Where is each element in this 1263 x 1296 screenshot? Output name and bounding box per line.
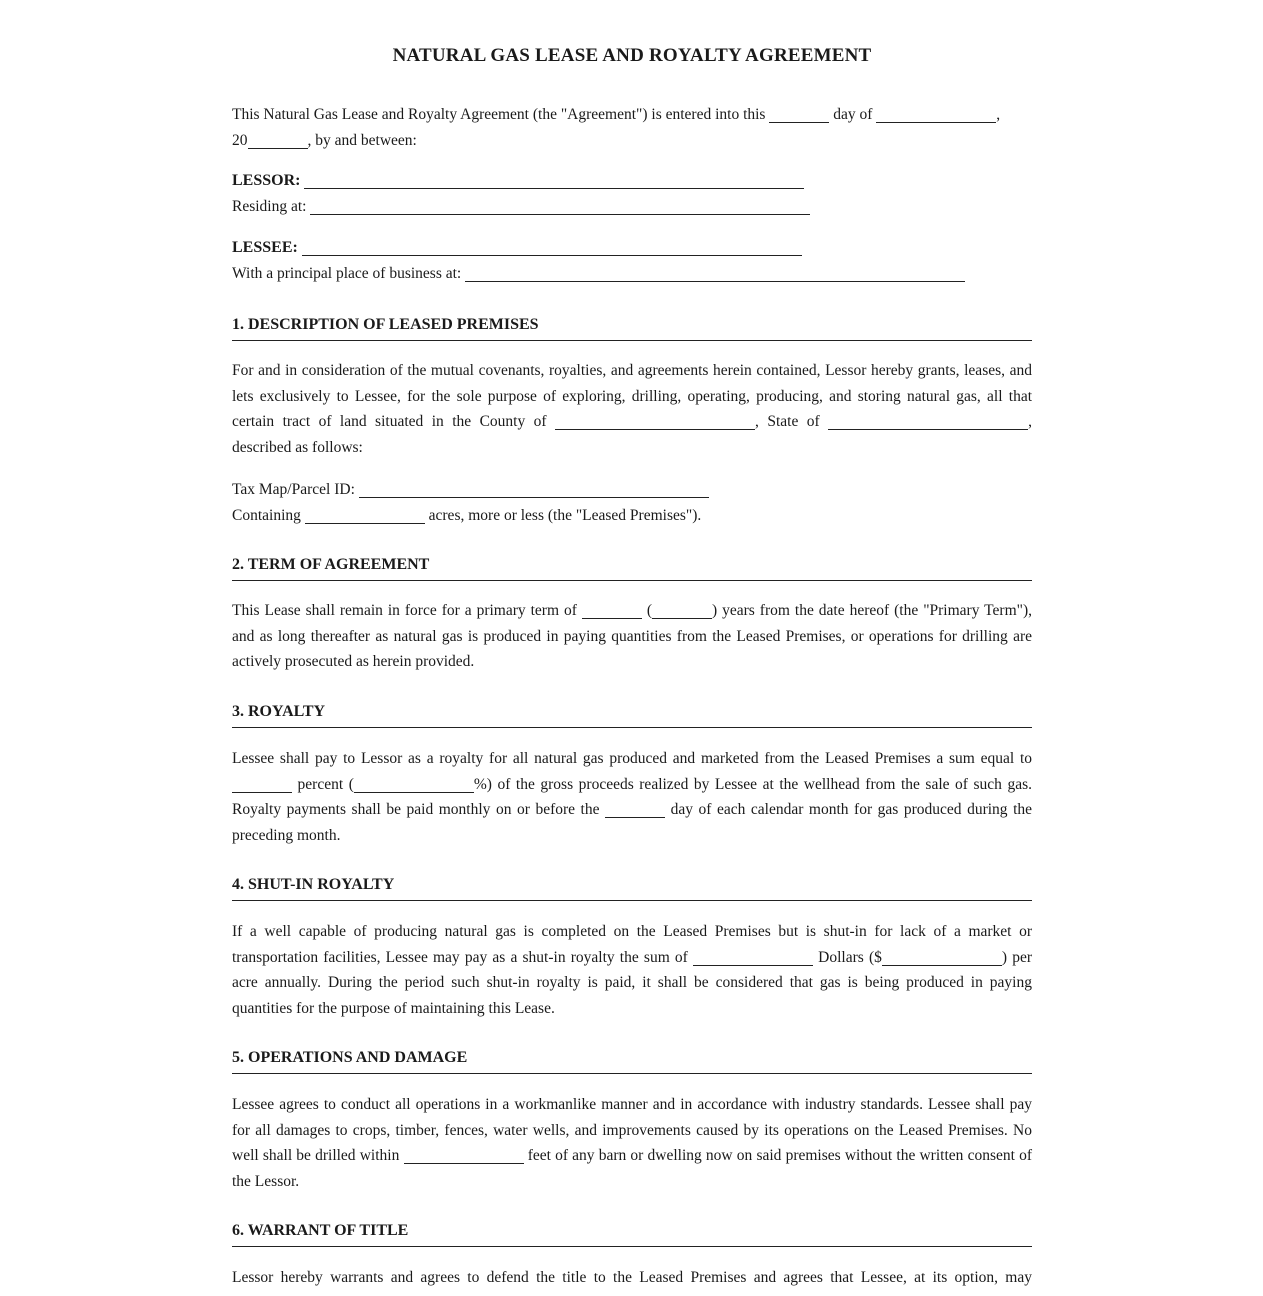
section-1-body [232, 358, 1032, 460]
section-1-text-2: , State of [755, 413, 820, 430]
intro-text-1: This Natural Gas Lease and Royalty Agreement (the "Agreement") is entered into this [232, 106, 766, 123]
section-1-text-3: , [1028, 413, 1033, 430]
lessor-block [232, 168, 1032, 220]
document-title: NATURAL GAS LEASE AND ROYALTY AGREEMENT [392, 45, 872, 66]
section-3-text-4: day of each calendar month for gas produced during the preceding month. [232, 801, 1033, 844]
section-3-text-2: percent ( [297, 775, 354, 793]
lessor-address-blank[interactable] [310, 198, 810, 215]
intro-text-5: , by and between: [307, 131, 417, 149]
lessee-business-label: With a principal place of business at: [232, 265, 462, 282]
section-4-body [232, 919, 1032, 1021]
section-6-body [232, 1265, 1032, 1291]
royalty-percent-blank[interactable] [354, 776, 474, 793]
lessor-residing-line [232, 194, 1032, 220]
section-6 [232, 1222, 1032, 1247]
section-3-paragraph [232, 746, 1032, 848]
section-4-paragraph [232, 919, 1032, 1021]
parcel-line [232, 477, 1032, 503]
section-5-heading: 5. OPERATIONS AND DAMAGE [232, 1049, 1032, 1074]
containing-label: Containing [232, 507, 301, 524]
section-5 [232, 1049, 1032, 1074]
year-blank[interactable] [248, 132, 308, 149]
section-2-text-1: This Lease shall remain in force for a primary term of [232, 602, 577, 619]
lessee-label: LESSEE: [232, 239, 298, 256]
section-1-paragraph [232, 358, 1032, 460]
parcel-label: Tax Map/Parcel ID: [232, 481, 355, 498]
month-blank[interactable] [876, 106, 996, 123]
section-4-heading: 4. SHUT-IN ROYALTY [232, 876, 1032, 901]
section-4-text-2: Dollars ($ [818, 948, 882, 966]
section-3-body [232, 746, 1032, 848]
lessor-name-blank[interactable] [304, 172, 804, 189]
section-5-paragraph [232, 1092, 1032, 1194]
section-6-text-1: Lessor hereby warrants and agrees to defend the title to the Leased Premises and agrees that Lessee, at its option, may [232, 1269, 1032, 1286]
section-3-heading: 3. ROYALTY [232, 703, 1032, 728]
containing-line [232, 503, 1032, 529]
royalty-words-blank[interactable] [232, 776, 292, 793]
section-2-text-2: ( [646, 602, 652, 619]
section-3 [232, 703, 1032, 728]
section-4 [232, 876, 1032, 901]
payment-day-blank[interactable] [605, 801, 665, 818]
parcel-id-blank[interactable] [359, 481, 709, 498]
section-1-text-4: described as follows: [232, 438, 363, 456]
section-2-body [232, 598, 1032, 675]
term-number-blank[interactable] [652, 602, 712, 619]
section-4-text-3: ) per acre annually. During the period such shut-in royalty is paid, it shall be considered that gas is being produced in paying quantities for the purpose of maintaining this Lease. [232, 948, 1033, 1017]
lessor-residing-label: Residing at: [232, 198, 307, 215]
section-6-paragraph [232, 1265, 1032, 1291]
lessee-business-line [232, 261, 1032, 287]
section-6-heading: 6. WARRANT OF TITLE [232, 1222, 1032, 1247]
section-2-heading: 2. TERM OF AGREEMENT [232, 556, 1032, 581]
lessee-line [232, 235, 1032, 261]
lessor-label: LESSOR: [232, 172, 301, 189]
containing-rest: acres, more or less (the "Leased Premises"). [428, 507, 702, 524]
shutin-words-blank[interactable] [693, 949, 813, 966]
section-5-text-1: Lessee agrees to conduct all operations in a workmanlike manner and in accordance with industry standards. Lessee shall pay for all damages to crops, timber, fences, water wells, and improvements caused by its operations on the Leased Premises. No well shall be drilled within [232, 1096, 1032, 1164]
acres-blank[interactable] [305, 507, 425, 524]
section-4-text-1: If a well capable of producing natural gas is completed on the Leased Premises but is shut-in for lack of a market or transportation facilities, Lessee may pay as a shut-in royalty the sum of [232, 923, 1032, 966]
section-5-text-2: feet of any barn or dwelling now on said premises without the written consent of the Lessor. [232, 1147, 1032, 1190]
intro-text-4: 20 [232, 131, 248, 149]
section-2 [232, 556, 1032, 581]
section-2-text-3: ) years from the date hereof (the "Primary Term"), and as long thereafter as natural gas is produced in paying quantities from the Leased Premises, or operations for drilling are actively prosecuted as herein provided. [232, 602, 1032, 670]
section-1-text-1: For and in consideration of the mutual covenants, royalties, and agreements herein contained, Lessor hereby grants, leases, and lets exclusively to Lessee, for the sole purpose of exploring, drilling, operating, producing, and storing natural gas, all that certain tract of land situated in the County of [232, 362, 1032, 430]
lessee-block [232, 235, 1032, 287]
distance-blank[interactable] [404, 1147, 524, 1164]
lessor-line [232, 168, 1032, 194]
section-2-paragraph [232, 598, 1032, 675]
state-blank[interactable] [828, 413, 1028, 430]
day-blank[interactable] [769, 106, 829, 123]
intro-paragraph [232, 102, 1032, 153]
shutin-amount-blank[interactable] [882, 949, 1002, 966]
lessee-address-blank[interactable] [465, 265, 965, 282]
parcel-block [232, 477, 1032, 529]
intro-text-2: day of [833, 106, 873, 123]
term-words-blank[interactable] [582, 602, 642, 619]
section-1-heading: 1. DESCRIPTION OF LEASED PREMISES [232, 316, 1032, 341]
section-3-text-3: %) of the gross proceeds realized by Lessee at the wellhead from the sale of such gas. Royalty payments shall be paid monthly on or before the [232, 775, 1032, 818]
section-5-body [232, 1092, 1032, 1194]
section-3-text-1: Lessee shall pay to Lessor as a royalty for all natural gas produced and marketed from the Leased Premises a sum equal to [232, 750, 1032, 767]
section-1 [232, 316, 1032, 341]
intro-text-3: , [996, 106, 1001, 123]
lessee-name-blank[interactable] [302, 239, 802, 256]
county-blank[interactable] [555, 413, 755, 430]
